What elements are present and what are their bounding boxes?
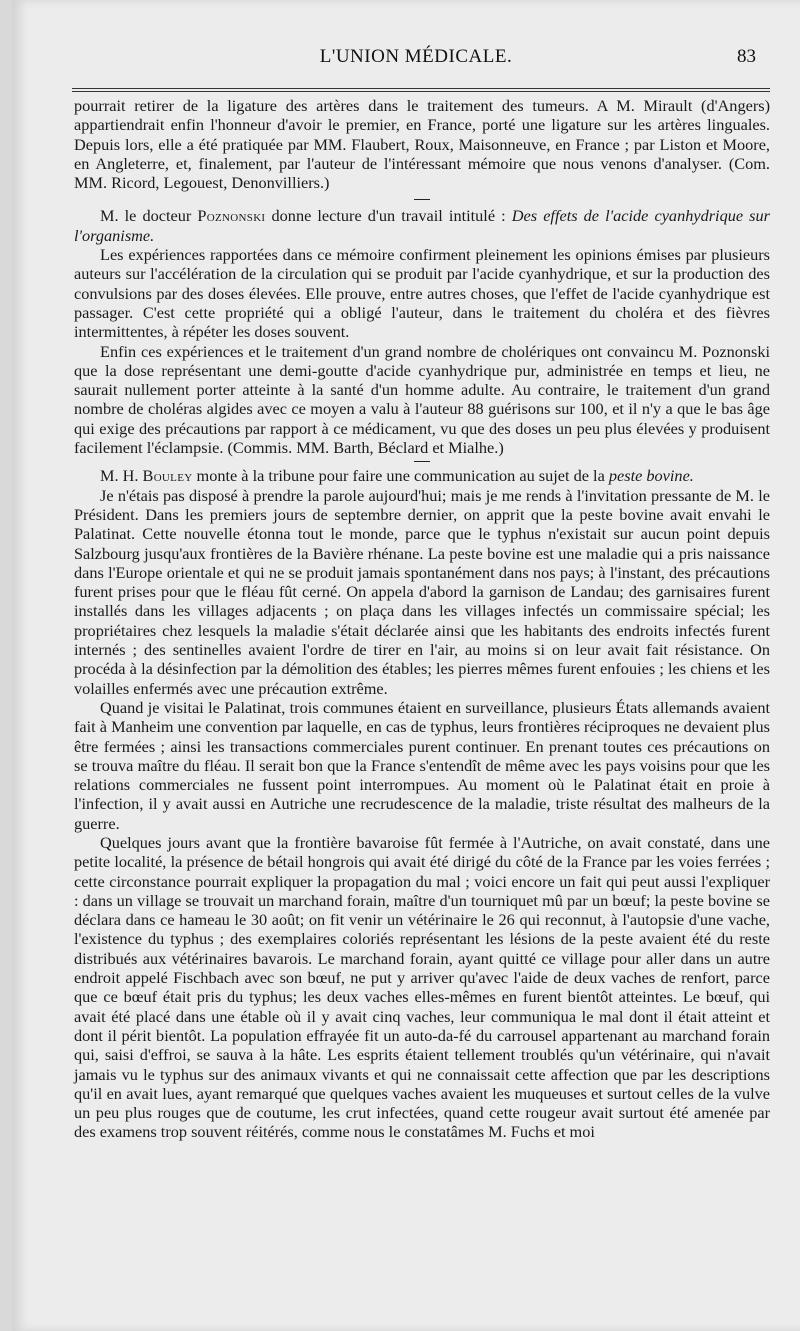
intro-text: M. le docteur <box>100 206 192 226</box>
intro-mid: monte à la tribune pour faire une communication au sujet de la <box>196 466 605 486</box>
section-separator <box>414 461 430 462</box>
journal-title: L'UNION MÉDICALE. <box>319 46 513 67</box>
page-number: 83 <box>737 46 756 67</box>
header-rule <box>72 88 770 92</box>
author-name: Bouley <box>142 466 193 486</box>
paragraph-bouley-intro <box>74 466 770 485</box>
paragraph-conclusion: Enfin ces expériences et le traitement d'un grand nombre de cholériques ont convaincu M. Poznonski que la dose représentant une demi-goutte d'acide cyanhydrique pur, administrée en temps et lieu, ne saurait nullement porter atteinte à la santé d'un homme adulte. Au contraire, le traitement d'un grand nombre de choléras algides avec ce moyen a valu à l'auteur 88 guérisons sur 100, et il n'y a que le bas âge qui exige des précautions par rapport à ce médicament, vu que des doses un peu plus élevées y produisent facilement l'éclampsie. (Commis. MM. Barth, Béclard et Mialhe.) <box>74 341 770 458</box>
running-header <box>62 46 770 76</box>
subject-title: peste bovine. <box>608 466 694 486</box>
author-name: Poznonski <box>197 206 266 226</box>
article-body <box>74 96 770 1142</box>
section-separator <box>414 199 430 200</box>
paragraph-experiences: Les expériences rapportées dans ce mémoire confirment pleinement les opinions émises par plusieurs auteurs sur l'accélération de la circulation qui se produit par l'acide cyanhydrique, et sur la production des convulsions par des doses élevées. Elle prouve, entre autres choses, que l'effet de l'acide cyanhydrique est passager. C'est cette propriété qui a obligé l'auteur, dans le traitement du choléra et des fièvres intermittentes, à répéter les doses souvent. <box>74 245 770 342</box>
journal-page <box>12 0 800 1331</box>
paragraph-ligature: pourrait retirer de la ligature des artères dans le traitement des tumeurs. A M. Mirault (d'Angers) appartiendrait enfin l'honneur d'avoir le premier, en France, porté une ligature sur les artères linguales. Depuis lors, elle a été pratiquée par MM. Flaubert, Roux, Maisonneuve, en France ; par Liston et Moore, en Angleterre, et, finalement, par l'auteur de l'intéressant mémoire que nous venons d'analyser. (Com. MM. Ricord, Legouest, Denonvilliers.) <box>74 96 770 193</box>
paragraph-palatinat: Je n'étais pas disposé à prendre la parole aujourd'hui; mais je me rends à l'invitation pressante de M. le Président. Dans les premiers jours de septembre dernier, on apprit que la peste bovine avait envahi le Palatinat. Cette nouvelle étonna tout le monde, parce que le typhus n'existait sur aucun point depuis Salzbourg jusqu'aux frontières de la Bavière rhénane. La peste bovine est une maladie qui a pris naissance dans l'Europe orientale et qui ne se produit jamais spontanément dans nos pays; à l'instant, des précautions furent prises pour que le fléau fût cerné. On appela d'abord la garnison de Landau; des garnisaires furent installés dans les villages adjacents ; on plaça dans les villages infectés un commissaire spécial; les propriétaires chez lesquels la maladie s'était déclarée ainsi que les habitants des endroits infectés furent internés ; des sentinelles avaient l'ordre de tirer en l'air, au moins si on leur avait fait résistance. On procéda à la désinfection par la démolition des étables; les pierres mêmes furent enfouies ; les chiens et les volailles enfermés avec une précaution extrême. <box>74 485 770 698</box>
paragraph-visit: Quand je visitai le Palatinat, trois communes étaient en surveillance, plusieurs États allemands avaient fait à Manheim une convention par laquelle, en cas de typhus, leurs frontières réciproques ne devaient plus être fermées ; ainsi les transactions commerciales purent continuer. En prenant toutes ces précautions on se trouva maître du fléau. Il serait bon que la France s'entendît de même avec les pays voisins pour que les relations commerciales ne fussent point interrompues. Au moment où le Palatinat était en proie à l'infection, il y avait aussi en Autriche une recrudescence de la maladie, triste résultat des malheurs de la guerre. <box>74 697 770 833</box>
intro-text: M. H. <box>100 466 139 486</box>
intro-mid: donne lecture d'un travail intitulé : <box>271 206 506 226</box>
paragraph-propagation: Quelques jours avant que la frontière bavaroise fût fermée à l'Autriche, on avait constaté, dans une petite localité, la présence de bétail hongrois qui avait été dirigé du côté de la France par les voies ferrées ; cette circonstance pourrait expliquer la propagation du mal ; voici encore un fait qui peut aussi l'expliquer : dans un village se trouvait un marchand forain, maître d'un tourniquet mû par un bœuf; la peste bovine se déclara dans ce hameau le 30 août; on fit venir un vétérinaire le 26 qui reconnut, à l'autopsie d'une vache, l'existence du typhus ; des exemplaires coloriés représentant les lésions de la peste avaient été du reste distribués aux vétérinaires bavarois. Le marchand forain, ayant quitté ce village pour aller dans un autre endroit appelé Fischbach avec son bœuf, ne put y arriver qu'avec l'aide de deux vaches de renfort, parce que ce bœuf était pris du typhus; les deux vaches elles-mêmes en furent bientôt atteintes. Le bœuf, qui avait été placé dans une étable où il y avait cinq vaches, leur communiqua le mal dont il était atteint et dont il périt bientôt. La population effrayée fit un auto-da-fé du carrousel appartenant au marchand forain qui, saisi d'effroi, se sauva à la hâte. Les esprits étaient tellement troublés qu'un vétérinaire, qui n'avait jamais vu le typhus sur des animaux vivants et qui ne connaissait cette affection que par les descriptions qu'il en avait lues, ayant remarqué que quelques vaches avaient les muqueuses et surtout celles de la vulve un peu plus rouges que de coutume, les crut infectées, quand cette rougeur avait surtout été amenée par des examens trop souvent réitérés, comme nous le constatâmes M. Fuchs et moi <box>74 832 770 1142</box>
work-title: Des effets de l'acide cyanhydrique sur l'organisme. <box>74 206 770 245</box>
paragraph-poznonski-intro <box>74 206 770 245</box>
